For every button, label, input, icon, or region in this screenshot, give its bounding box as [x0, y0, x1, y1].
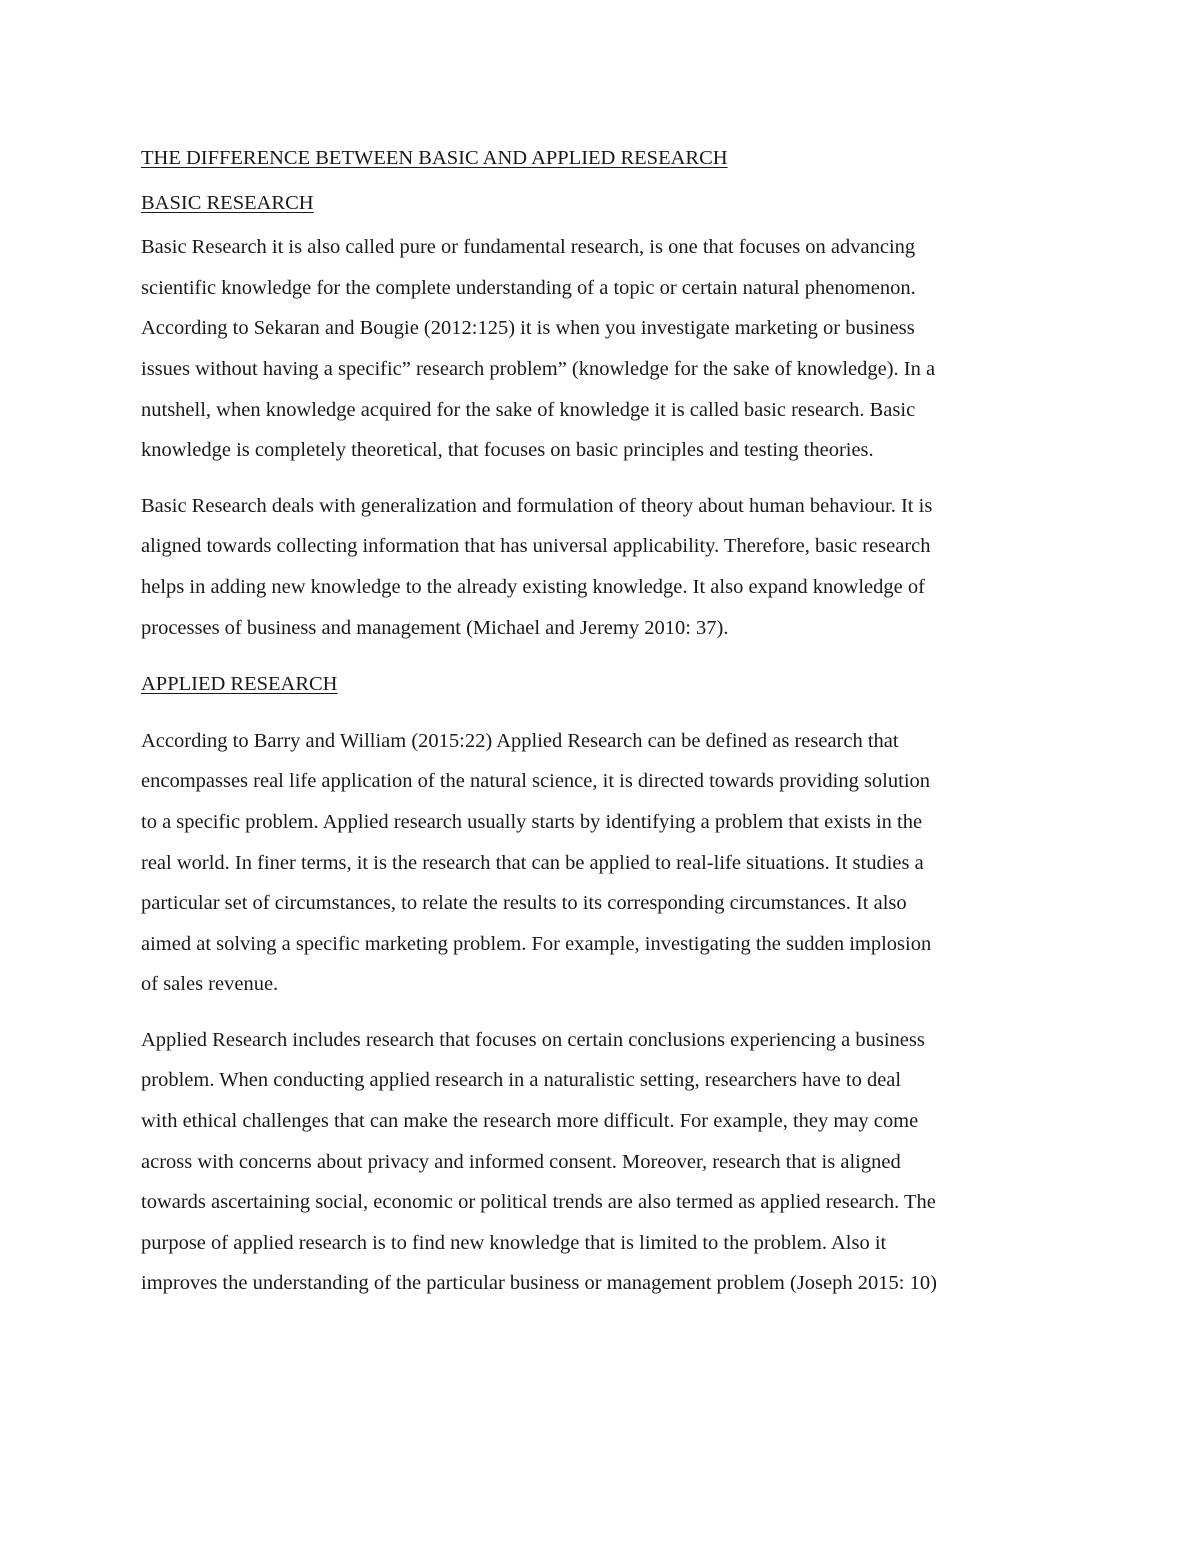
text-line: with ethical challenges that can make the research more difficult. For example, they may come	[141, 1110, 919, 1133]
text-line: Applied Research includes research that focuses on certain conclusions experiencing a business	[141, 1028, 925, 1051]
text-line: towards ascertaining social, economic or political trends are also termed as applied research. The	[141, 1191, 936, 1214]
paragraph	[141, 1020, 1061, 1304]
text-line: purpose of applied research is to find new knowledge that is limited to the problem. Also it	[141, 1231, 887, 1254]
text-line: processes of business and management (Michael and Jeremy 2010: 37).	[141, 616, 729, 639]
section-heading-applied-research: APPLIED RESEARCH	[141, 673, 338, 696]
text-line: knowledge is completely theoretical, that focuses on basic principles and testing theories.	[141, 439, 874, 462]
text-line: improves the understanding of the particular business or management problem (Joseph 2015: 10)	[141, 1272, 937, 1295]
text-line: Basic Research it is also called pure or fundamental research, is one that focuses on advancing	[141, 236, 916, 259]
text-line: According to Sekaran and Bougie (2012:125) it is when you investigate marketing or business	[141, 317, 915, 340]
text-line: Basic Research deals with generalization and formulation of theory about human behaviour. It is	[141, 494, 933, 517]
text-line: aligned towards collecting information that has universal applicability. Therefore, basic research	[141, 535, 931, 558]
text-line: problem. When conducting applied research in a naturalistic setting, researchers have to deal	[141, 1069, 902, 1092]
text-line: across with concerns about privacy and informed consent. Moreover, research that is aligned	[141, 1150, 901, 1173]
paragraph	[141, 721, 1061, 1005]
text-line: to a specific problem. Applied research usually starts by identifying a problem that exists in the	[141, 810, 923, 833]
text-line: of sales revenue.	[141, 973, 279, 996]
text-line: encompasses real life application of the natural science, it is directed towards providing solution	[141, 770, 931, 793]
text-line: aimed at solving a specific marketing problem. For example, investigating the sudden implosion	[141, 932, 932, 955]
document-title: THE DIFFERENCE BETWEEN BASIC AND APPLIED RESEARCH	[141, 147, 728, 169]
text-line: real world. In finer terms, it is the research that can be applied to real-life situations. It studies a	[141, 851, 924, 874]
text-line: scientific knowledge for the complete understanding of a topic or certain natural phenomenon.	[141, 276, 916, 299]
paragraph	[141, 227, 1061, 471]
text-line: particular set of circumstances, to relate the results to its corresponding circumstances. It also	[141, 892, 907, 915]
text-line: nutshell, when knowledge acquired for the sake of knowledge it is called basic research. Basic	[141, 398, 916, 421]
text-line: helps in adding new knowledge to the already existing knowledge. It also expand knowledge of	[141, 575, 925, 598]
text-line: issues without having a specific” research problem” (knowledge for the sake of knowledge). In a	[141, 357, 936, 380]
section-heading-basic-research: BASIC RESEARCH	[141, 191, 314, 214]
text-line: According to Barry and William (2015:22) Applied Research can be defined as research that	[141, 729, 899, 752]
paragraph	[141, 486, 1061, 648]
document-body	[141, 138, 1061, 1319]
